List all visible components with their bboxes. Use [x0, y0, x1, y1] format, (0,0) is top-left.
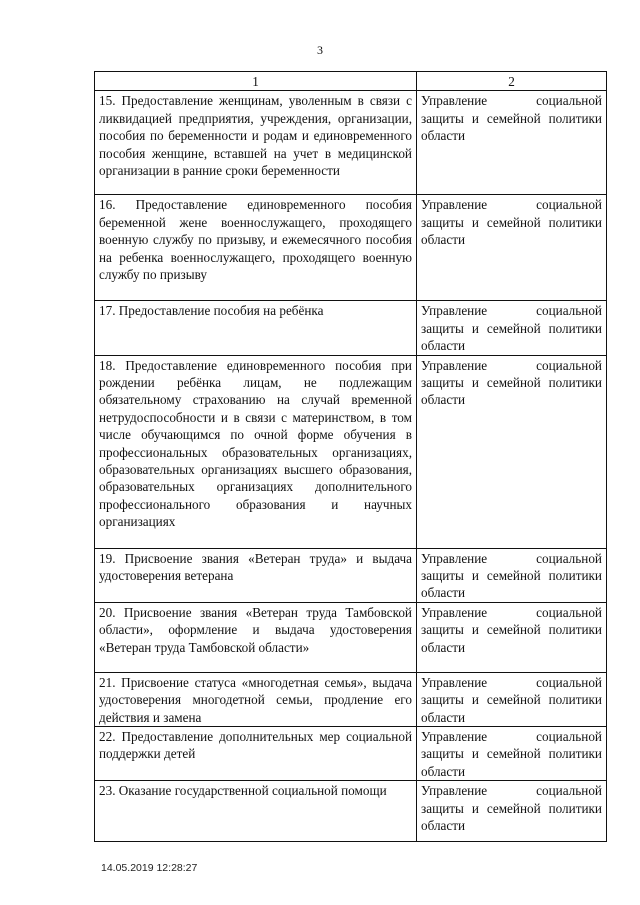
- service-name: 23. Оказание государственной социальной помощи: [95, 781, 417, 842]
- table-row: [95, 672, 607, 726]
- service-name: 20. Присвоение звания «Ветеран труда Тамбовской области», оформление и выдача удостоверения «Ветеран труда Тамбовской области»: [95, 602, 417, 672]
- responsible-body: Управление социальной защиты и семейной политики области: [417, 91, 607, 195]
- table-row: [95, 355, 607, 548]
- table-row: [95, 195, 607, 301]
- service-name: 17. Предоставление пособия на ребёнка: [95, 301, 417, 355]
- responsible-body: Управление социальной защиты и семейной политики области: [417, 727, 607, 781]
- table-row: [95, 548, 607, 602]
- services-table: [94, 71, 607, 842]
- footer-timestamp: 14.05.2019 12:28:27: [101, 862, 198, 874]
- service-name: 16. Предоставление единовременного пособия беременной жене военнослужащего, проходящего военную службу по призыву, и ежемесячного пособия на ребенка военнослужащего, проходящего военную службу по призыву: [95, 195, 417, 301]
- responsible-body: Управление социальной защиты и семейной политики области: [417, 548, 607, 602]
- column-header-2: 2: [417, 72, 607, 91]
- service-name: 22. Предоставление дополнительных мер социальной поддержки детей: [95, 727, 417, 781]
- responsible-body: Управление социальной защиты и семейной политики области: [417, 355, 607, 548]
- responsible-body: Управление социальной защиты и семейной политики области: [417, 672, 607, 726]
- table-row: [95, 781, 607, 842]
- responsible-body: Управление социальной защиты и семейной политики области: [417, 781, 607, 842]
- table-row: [95, 301, 607, 355]
- table-row: [95, 91, 607, 195]
- responsible-body: Управление социальной защиты и семейной политики области: [417, 602, 607, 672]
- page-number: 3: [317, 43, 323, 57]
- table-row: [95, 727, 607, 781]
- column-header-1: 1: [95, 72, 417, 91]
- service-name: 21. Присвоение статуса «многодетная семья», выдача удостоверения многодетной семьи, продление его действия и замена: [95, 672, 417, 726]
- table-header-row: [95, 72, 607, 91]
- service-name: 19. Присвоение звания «Ветеран труда» и выдача удостоверения ветерана: [95, 548, 417, 602]
- responsible-body: Управление социальной защиты и семейной политики области: [417, 195, 607, 301]
- table-row: [95, 602, 607, 672]
- responsible-body: Управление социальной защиты и семейной политики области: [417, 301, 607, 355]
- service-name: 18. Предоставление единовременного пособия при рождении ребёнка лицам, не подлежащим обязательному страхованию на случай временной нетрудоспособности и в связи с материнством, в том числе обучающимся по очной форме обучения в профессиональных образовательных организациях, образовательных организациях высшего образования, образовательных организациях дополнительного профессионального образования и научных организациях: [95, 355, 417, 548]
- service-name: 15. Предоставление женщинам, уволенным в связи с ликвидацией предприятия, учреждения, организации, пособия по беременности и родам и единовременного пособия женщине, вставшей на учет в медицинской организации в ранние сроки беременности: [95, 91, 417, 195]
